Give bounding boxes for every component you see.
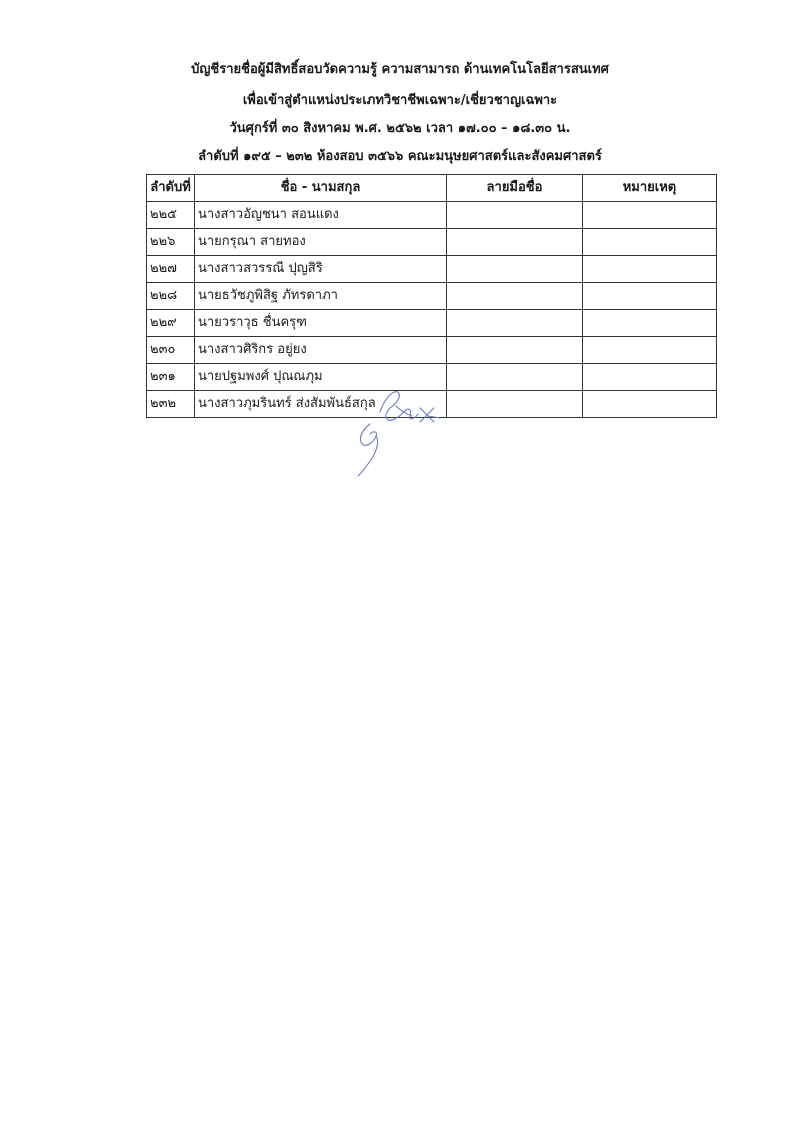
- row-name: นางสาวอัญชนา สอนแดง: [195, 202, 447, 229]
- row-remark-cell: [583, 283, 717, 310]
- row-number: ๒๒๗: [147, 256, 195, 283]
- row-name: นายกรุณา สายทอง: [195, 229, 447, 256]
- table-row: [147, 229, 717, 256]
- row-signature-cell: [447, 364, 583, 391]
- row-name: นางสาวภุมรินทร์ ส่งสัมพันธ์สกุล: [195, 391, 447, 418]
- table-row: [147, 337, 717, 364]
- row-number: ๒๓๐: [147, 337, 195, 364]
- row-name: นายวราวุธ ชื่นครุฑ: [195, 310, 447, 337]
- roster-table: [146, 174, 717, 418]
- title-line-1: บัญชีรายชื่อผู้มีสิทธิ์สอบวัดความรู้ ความสามารถ ด้านเทคโนโลยีสารสนเทศ: [191, 62, 609, 77]
- table-row: [147, 391, 717, 418]
- exam-room-line: ลำดับที่ ๑๙๕ – ๒๓๒ ห้องสอบ ๓๕๖๖ คณะมนุษยศาสตร์และสังคมศาสตร์: [198, 149, 602, 164]
- table-row: [147, 364, 717, 391]
- table-header-row: [147, 175, 717, 202]
- column-header-remark: หมายเหตุ: [583, 175, 717, 202]
- row-name: นางสาวศิริกร อยู่ยง: [195, 337, 447, 364]
- row-number: ๒๓๒: [147, 391, 195, 418]
- row-remark-cell: [583, 337, 717, 364]
- row-name: นายปฐมพงศ์ ปุณณภุม: [195, 364, 447, 391]
- row-signature-cell: [447, 202, 583, 229]
- column-header-name: ชื่อ - นามสกุล: [195, 175, 447, 202]
- row-remark-cell: [583, 391, 717, 418]
- row-number: ๒๒๖: [147, 229, 195, 256]
- row-number: ๒๓๑: [147, 364, 195, 391]
- row-name: นายธวัชภูพิสิฐ ภัทรดาภา: [195, 283, 447, 310]
- table-row: [147, 202, 717, 229]
- table-row: [147, 256, 717, 283]
- row-remark-cell: [583, 310, 717, 337]
- row-signature-cell: [447, 256, 583, 283]
- row-remark-cell: [583, 364, 717, 391]
- row-signature-cell: [447, 229, 583, 256]
- table-row: [147, 283, 717, 310]
- row-signature-cell: [447, 391, 583, 418]
- row-signature-cell: [447, 310, 583, 337]
- row-remark-cell: [583, 202, 717, 229]
- title-line-2: เพื่อเข้าสู่ตำแหน่งประเภทวิชาชีพเฉพาะ/เชี่ยวชาญเฉพาะ: [242, 93, 558, 108]
- row-remark-cell: [583, 256, 717, 283]
- row-number: ๒๒๙: [147, 310, 195, 337]
- exam-date-line: วันศุกร์ที่ ๓๐ สิงหาคม พ.ศ. ๒๕๖๒ เวลา ๑๗.๐๐ – ๑๘.๓๐ น.: [229, 121, 571, 136]
- row-number: ๒๒๘: [147, 283, 195, 310]
- column-header-signature: ลายมือชื่อ: [447, 175, 583, 202]
- row-remark-cell: [583, 229, 717, 256]
- column-header-no: ลำดับที่: [147, 175, 195, 202]
- table-row: [147, 310, 717, 337]
- row-name: นางสาวสวรรณี ปุญสิริ: [195, 256, 447, 283]
- row-number: ๒๒๕: [147, 202, 195, 229]
- row-signature-cell: [447, 283, 583, 310]
- row-signature-cell: [447, 337, 583, 364]
